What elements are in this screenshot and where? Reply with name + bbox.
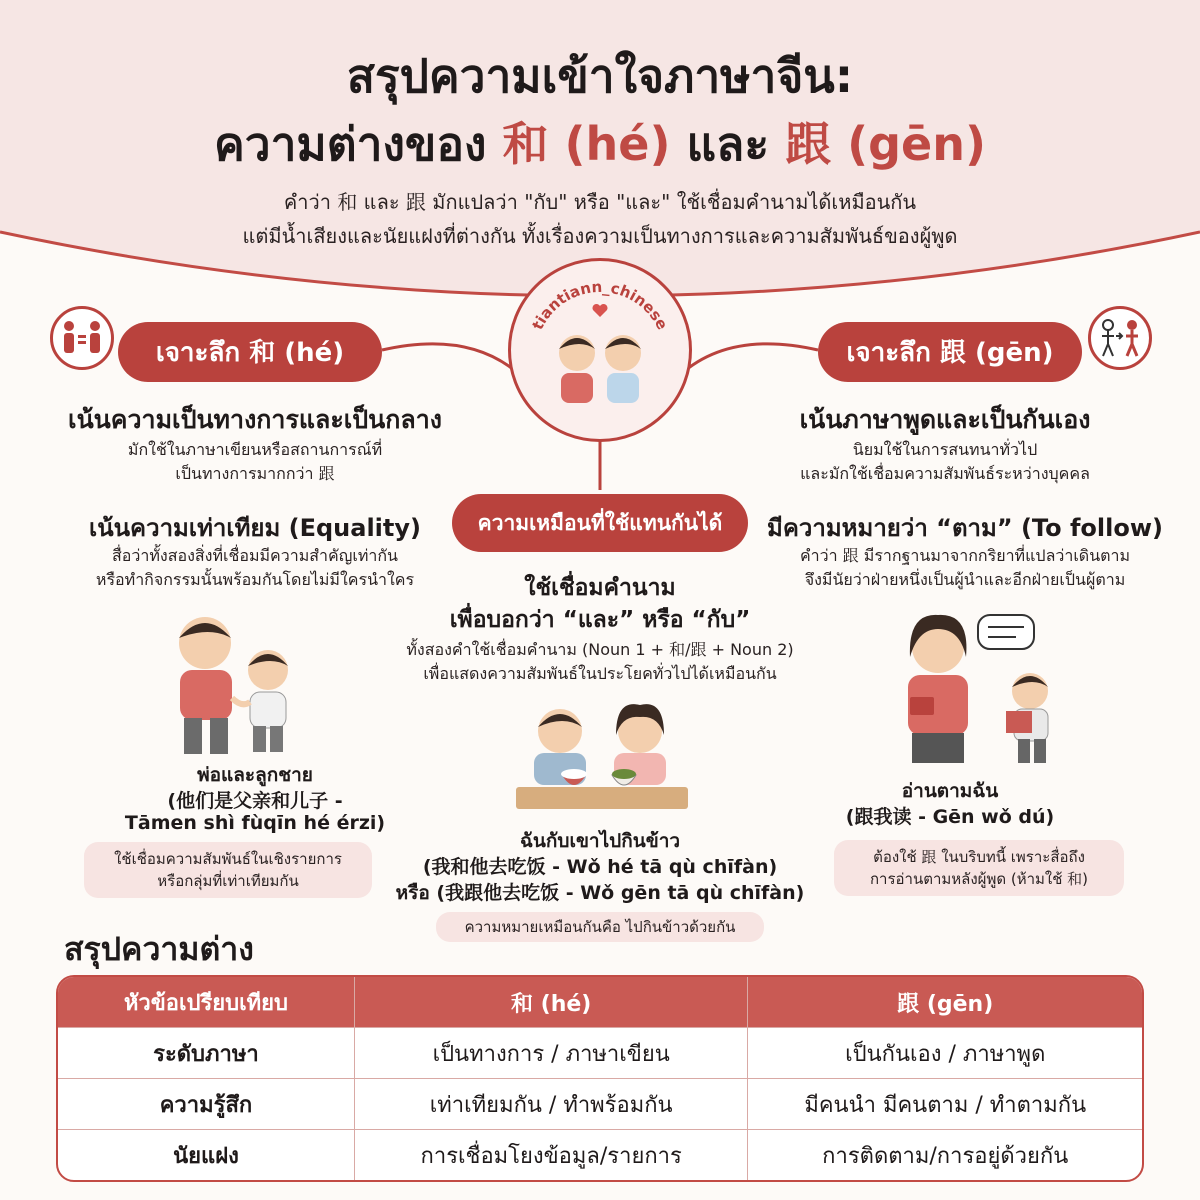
middle-caption-3: หรือ (我跟他去吃饭 - Wǒ gēn tā qù chīfàn) [395,882,805,904]
table-row [58,1129,1142,1180]
father-son-illustration [150,608,310,758]
table-cell: เท่าเทียมกัน / ทำพร้อมกัน [355,1079,749,1129]
right-caption-1: อ่านตามฉัน [901,780,999,802]
right-text-1a: นิยมใช้ในการสนทนาทั่วไป [852,440,1038,459]
subtitle-line-1: คำว่า 和 และ 跟 มักแปลว่า "กับ" หรือ "และ" ใช้เชื่อมคำนามได้เหมือนกัน [283,190,917,214]
table-header-gen: 跟 (gēn) [748,977,1142,1027]
page-title-line-1: สรุปความเข้าใจภาษาจีน: [346,49,854,103]
left-text-2a: สื่อว่าทั้งสองสิ่งที่เชื่อมมีความสำคัญเท่ากัน [112,546,398,565]
right-note [834,840,1124,896]
subtitle-line-2: แต่มีน้ำเสียงและนัยแฝงที่ต่างกัน ทั้งเรื่องความเป็นทางการและความสัมพันธ์ของผู้พูด [242,224,958,248]
middle-heading-1: ใช้เชื่อมคำนาม [524,575,676,601]
right-text-2b: จึงมีนัยว่าฝ่ายหนึ่งเป็นผู้นำและอีกฝ่ายเป็นผู้ตาม [804,570,1126,589]
table-header-he: 和 (hé) [355,977,749,1027]
follow-walking-icon [1088,306,1152,370]
pill-gen-deep-dive: เจาะลึก 跟 (gēn) [818,322,1082,382]
kids-illustration [511,261,689,439]
left-text-1b: เป็นทางการมากกว่า 跟 [175,464,335,483]
comparison-table [56,975,1144,1182]
table-cell: การเชื่อมโยงข้อมูล/รายการ [355,1130,749,1180]
left-caption-3: Tāmen shì fùqīn hé érzi) [124,812,386,834]
middle-text-1: ทั้งสองคำใช้เชื่อมคำนาม (Noun 1 + 和/跟 + Noun 2) [406,640,794,659]
table-header-row [58,977,1142,1027]
teacher-student-illustration [880,605,1070,770]
title-gen: 跟 (gēn) [785,117,986,171]
table-row [58,1078,1142,1129]
table-cell: นัยแฝง [58,1130,355,1180]
equal-people-icon [50,306,114,370]
right-note-line-1: ต้องใช้ 跟 ในบริบทนี้ เพราะสื่อถึง [873,848,1085,866]
left-note [84,842,372,898]
logo-badge [508,258,692,442]
summary-title: สรุปความต่าง [64,930,254,968]
pill-he-deep-dive: เจาะลึก 和 (hé) [118,322,382,382]
right-heading-colloquial: เน้นภาษาพูดและเป็นกันเอง [799,405,1091,434]
left-heading-formal: เน้นความเป็นทางการและเป็นกลาง [68,405,442,434]
right-caption-2: (跟我读 - Gēn wǒ dú) [845,806,1055,828]
right-text-1b: และมักใช้เชื่อมความสัมพันธ์ระหว่างบุคคล [800,464,1090,483]
left-caption-2: (他们是父亲和儿子 - [167,790,343,812]
title-he: 和 (hé) [502,117,671,171]
table-header-topic: หัวข้อเปรียบเทียบ [58,977,355,1027]
middle-caption-2: (我和他去吃饭 - Wǒ hé tā qù chīfàn) [422,856,778,878]
right-text-2a: คำว่า 跟 มีรากฐานมาจากกริยาที่แปลว่าเดินตาม [799,546,1131,565]
title-prefix: ความต่างของ [214,117,503,171]
middle-caption-1: ฉันกับเขาไปกินข้าว [519,830,681,852]
left-heading-equality: เน้นความเท่าเทียม (Equality) [89,514,421,542]
right-note-line-2: การอ่านตามหลังผู้พูด (ห้ามใช้ 和) [869,870,1089,888]
table-cell: เป็นทางการ / ภาษาเขียน [355,1028,749,1078]
page-title-line-2 [0,108,1200,181]
svg-text:tiantiann_chinese [528,278,671,333]
table-cell: ระดับภาษา [58,1028,355,1078]
table-cell: การติดตาม/การอยู่ด้วยกัน [822,1143,1069,1169]
pill-similarity: ความเหมือนที่ใช้แทนกันได้ [452,494,748,552]
right-heading-follow: มีความหมายว่า “ตาม” (To follow) [767,514,1163,542]
middle-text-2: เพื่อแสดงความสัมพันธ์ในประโยคทั่วไปได้เหมือนกัน [423,664,777,683]
left-note-line-1: ใช้เชื่อมความสัมพันธ์ในเชิงรายการ [114,850,342,868]
table-row [58,1027,1142,1078]
eating-together-illustration [512,695,692,815]
left-caption-1: พ่อและลูกชาย [197,764,313,786]
left-note-line-2: หรือกลุ่มที่เท่าเทียมกัน [157,872,299,890]
left-text-2b: หรือทำกิจกรรมนั้นพร้อมกันโดยไม่มีใครนำใคร [95,570,415,589]
middle-note: ความหมายเหมือนกันคือ ไปกินข้าวด้วยกัน [436,912,764,942]
table-cell: ความรู้สึก [58,1079,355,1129]
logo-text: tiantiann_chinese [528,277,672,333]
left-text-1a: มักใช้ในภาษาเขียนหรือสถานการณ์ที่ [127,440,383,459]
table-cell: มีคนนำ มีคนตาม / ทำตามกัน [804,1092,1087,1118]
table-cell: เป็นกันเอง / ภาษาพูด [845,1041,1046,1067]
middle-heading-2: เพื่อบอกว่า “และ” หรือ “กับ” [449,607,751,633]
title-and: และ [670,117,786,171]
